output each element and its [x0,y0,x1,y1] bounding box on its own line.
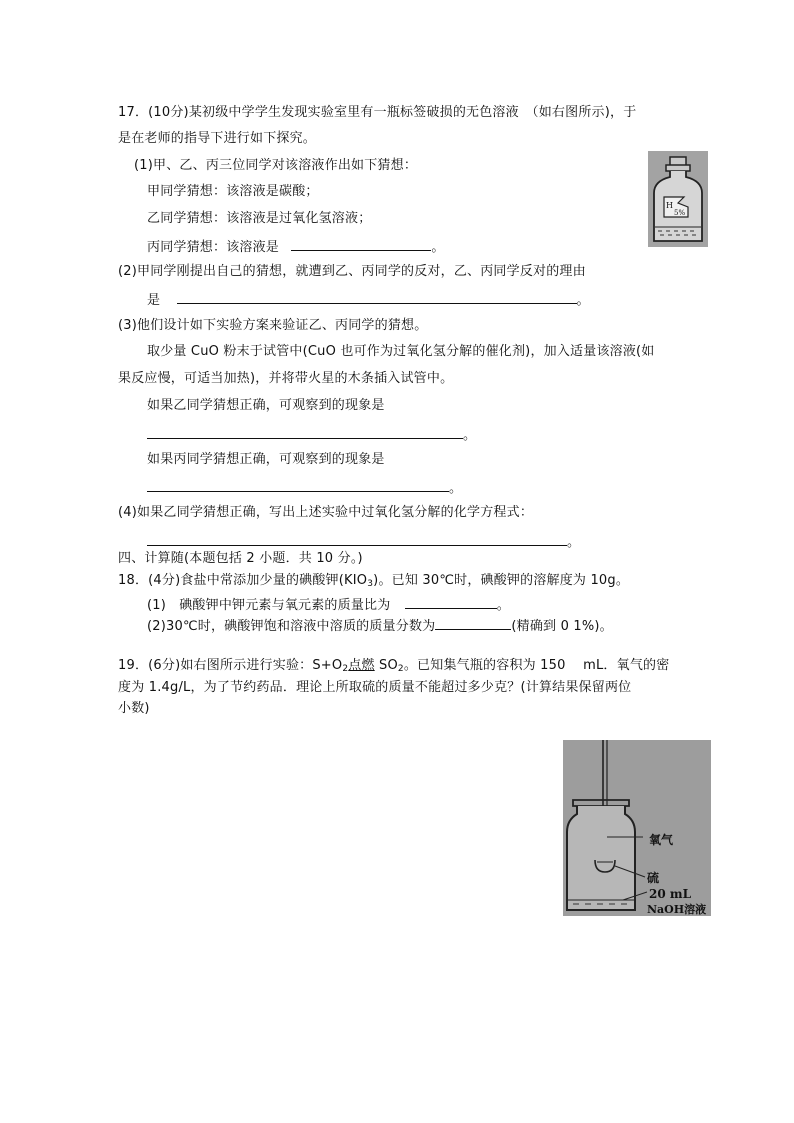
label-volume: 20 mL [649,887,692,901]
answer-blank-reason[interactable] [177,289,577,304]
answer-blank-yi-observation[interactable] [147,424,463,439]
q19-so2-subscript: 2 [397,664,404,674]
q17-part3-yi-answer [147,424,476,445]
label-naoh: NaOH溶液 [647,903,707,916]
q18-line1-b: )。已知 30℃时，碘酸钾的溶解度为 10g。 [373,573,630,588]
section-4-heading: 四、计算随(本题包括 2 小题．共 10 分。) [118,551,363,566]
gas-jar-icon [563,740,711,916]
gas-jar-figure [563,740,711,916]
q17-part2-answer [147,289,590,310]
answer-blank-bing[interactable] [291,236,431,251]
label-oxygen: 氧气 [649,833,674,847]
q17-guess-jia: 甲同学猜想：该溶液是碳酸； [147,184,319,199]
period: 。 [567,535,581,550]
q17-line2: 是在老师的指导下进行如下探究。 [118,131,317,146]
q18-part2-text: (2)30℃时，碘酸钾饱和溶液中溶质的质量分数为 [147,619,436,634]
q19-line1 [118,657,669,678]
q17-part3-procedure-2: 果反应慢，可适当加热)，并将带火星的木条插入试管中。 [118,371,454,386]
q18-line1-a: 18．(4分)食盐中常添加少量的碘酸钾(KIO [118,573,368,588]
q19-line2: 度为 1.4g/L，为了节约药品．理论上所取硫的质量不能超过多少克？(计算结果保留两位 [118,680,632,695]
q17-part3-procedure-1: 取少量 CuO 粉末于试管中(CuO 也可作为过氧化氢分解的催化剂)，加入适量该溶液(如 [147,344,655,359]
q17-part2-shi: 是 [147,293,161,308]
period: 。 [496,598,510,613]
q17-guess-bing-text: 丙同学猜想：该溶液是 [147,240,280,255]
label-h: H [666,201,673,210]
q18-part1 [147,594,510,615]
period: 。 [463,428,477,443]
period: 。 [431,240,445,255]
period: 。 [576,293,590,308]
q19-reaction-condition: 点燃 [348,658,375,673]
label-percent: 5% [674,209,686,217]
q17-part3-bing-observation: 如果丙同学猜想正确，可观察到的现象是 [147,452,385,467]
q18-part2-tail: (精确到 0 1%)。 [511,619,613,634]
label-sulfur: 硫 [647,871,660,885]
q18-subscript: 3 [367,579,374,589]
q19-line3: 小数) [118,701,150,716]
q17-part4-answer [147,531,580,552]
q18-part1-text: (1) 碘酸钾中钾元素与氧元素的质量比为 [147,598,391,613]
answer-blank-mass-ratio[interactable] [405,594,497,609]
reagent-bottle-figure [648,151,708,247]
q19-so: SO [374,658,398,673]
q19-line1-a: 19．(6分)如右图所示进行实验：S+O [118,658,343,673]
q17-guess-yi: 乙同学猜想：该溶液是过氧化氢溶液； [147,211,372,226]
q18-part2 [147,615,613,636]
q19-line1-b: 。已知集气瓶的容积为 150 mL．氧气的密 [403,658,670,673]
q17-part2: (2)甲同学刚提出自己的猜想，就遭到乙、丙同学的反对，乙、丙同学反对的理由 [118,264,586,279]
period: 。 [449,481,463,496]
q17-part3-bing-answer [147,477,462,498]
q19-o2-subscript: 2 [342,664,349,674]
answer-blank-equation[interactable] [147,531,567,546]
q18-line1 [118,572,629,593]
answer-blank-bing-observation[interactable] [147,477,449,492]
q17-part3: (3)他们设计如下实验方案来验证乙、丙同学的猜想。 [118,318,428,333]
reagent-bottle-icon [648,151,708,247]
q17-line1: 17．(10分)某初级中学学生发现实验室里有一瓶标签破损的无色溶液 （如右图所示)，于 [118,105,637,120]
q17-part4: (4)如果乙同学猜想正确，写出上述实验中过氧化氢分解的化学方程式： [118,505,534,520]
q17-part1: (1)甲、乙、丙三位同学对该溶液作出如下猜想： [134,158,418,173]
q17-part3-yi-observation: 如果乙同学猜想正确，可观察到的现象是 [147,398,385,413]
answer-blank-mass-fraction[interactable] [435,615,511,630]
q17-guess-bing [147,236,445,257]
